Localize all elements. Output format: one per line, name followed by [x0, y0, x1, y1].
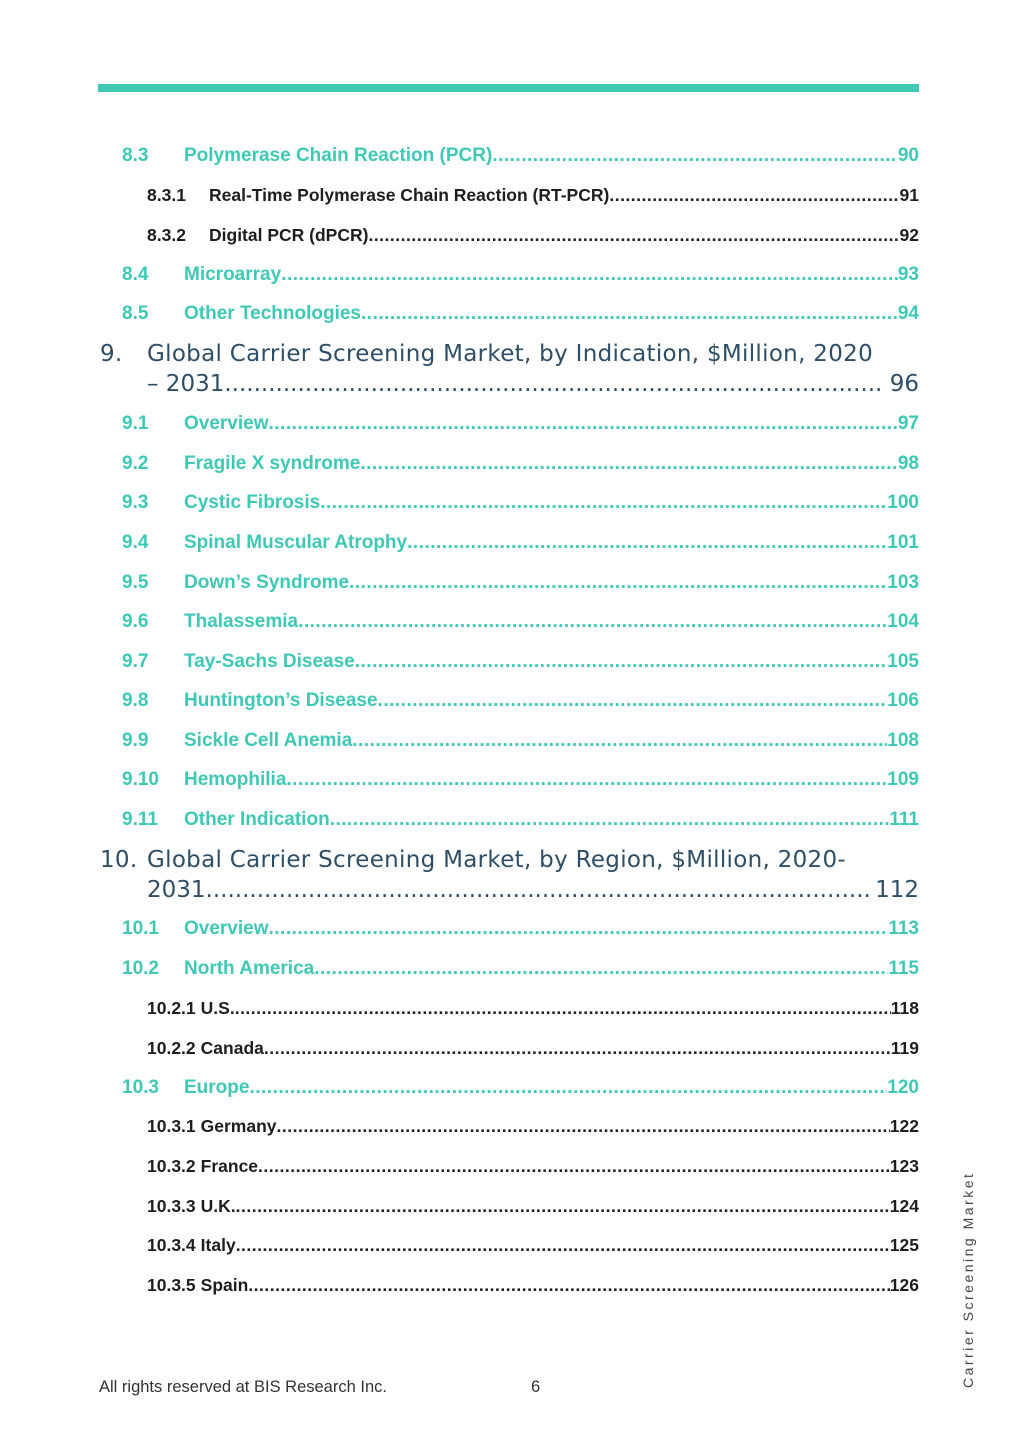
toc-entry[interactable]	[122, 651, 919, 677]
toc-entry-title: Real-Time Polymerase Chain Reaction (RT-PCR)	[209, 185, 610, 205]
dot-leader	[264, 1038, 891, 1059]
toc-entry-title: Global Carrier Screening Market, by Indication, $Million, 2020	[147, 341, 874, 367]
toc-entry-number: 9.9	[122, 730, 149, 751]
toc-entry[interactable]	[122, 809, 919, 835]
dot-leader	[224, 371, 883, 397]
toc-entry[interactable]	[122, 918, 919, 944]
toc-entry-page: 120	[887, 1077, 919, 1098]
toc-entry-page: 112	[875, 877, 919, 903]
toc-entry-number: 10.2	[122, 958, 159, 979]
dot-leader	[361, 303, 898, 325]
toc-entry[interactable]	[122, 1077, 919, 1103]
toc-entry-title: Microarray	[184, 264, 282, 285]
footer-page-number: 6	[531, 1378, 541, 1396]
toc-entry-title: Fragile X syndrome	[184, 453, 361, 474]
dot-leader	[330, 809, 890, 831]
dot-leader	[355, 651, 888, 673]
toc-entry-page: 101	[887, 532, 919, 553]
dot-leader	[298, 611, 887, 633]
toc-entry-number: 10.	[100, 847, 138, 873]
toc-entry-number: 9.3	[122, 492, 149, 513]
toc-entry[interactable]	[122, 145, 919, 171]
toc-entry-number: 9.8	[122, 690, 149, 711]
dot-leader	[258, 1156, 890, 1177]
toc-entry[interactable]	[147, 1116, 919, 1140]
toc-entry-number: 10.3.1	[147, 1116, 196, 1136]
toc-entry-number: 9.5	[122, 572, 149, 593]
toc-entry-number: 9.11	[122, 809, 158, 830]
toc-entry-title: Cystic Fibrosis	[184, 492, 321, 513]
toc-entry-page: 113	[888, 918, 919, 939]
dot-leader	[349, 572, 887, 594]
toc-entry[interactable]	[122, 264, 919, 290]
footer-copyright: All rights reserved at BIS Research Inc.	[99, 1378, 387, 1396]
toc-entry-page: 92	[899, 225, 919, 245]
toc-entry-page: 103	[887, 572, 919, 593]
toc-entry[interactable]	[122, 532, 919, 558]
toc-entry[interactable]	[122, 769, 919, 795]
toc-entry-title: Overview	[184, 918, 269, 939]
dot-leader	[269, 413, 898, 435]
dot-leader	[286, 769, 887, 791]
toc-entry-number: 10.3.2	[147, 1156, 196, 1176]
toc-entry-page: 91	[899, 185, 919, 205]
toc-entry-title: Down’s Syndrome	[184, 572, 350, 593]
toc-entry-title: France	[200, 1156, 259, 1176]
toc-entry-title: Europe	[184, 1077, 250, 1098]
toc-entry-number: 9.7	[122, 651, 149, 672]
toc-entry-title: Global Carrier Screening Market, by Region, $Million, 2020-	[147, 847, 847, 873]
toc-entry-number: 10.2.1	[147, 998, 196, 1018]
toc-entry-title: Italy	[200, 1235, 236, 1255]
toc-entry-page: 96	[889, 371, 919, 397]
toc-entry-page: 100	[887, 492, 919, 513]
dot-leader	[248, 1275, 889, 1296]
toc-entry[interactable]	[147, 1275, 919, 1299]
toc-entry-number: 9.4	[122, 532, 149, 553]
toc-entry[interactable]	[147, 1156, 919, 1180]
toc-entry-number: 10.3.3	[147, 1196, 196, 1216]
toc-entry-number: 8.3	[122, 145, 149, 166]
toc-entry-page: 90	[897, 145, 919, 166]
toc-entry-number: 8.4	[122, 264, 149, 285]
toc-entry-page: 93	[897, 264, 919, 285]
toc-entry[interactable]	[122, 730, 919, 756]
toc-entry-page: 104	[887, 611, 919, 632]
toc-entry-page: 108	[887, 730, 919, 751]
dot-leader	[236, 1235, 890, 1256]
side-running-title: Carrier Screening Market	[960, 1171, 976, 1388]
toc-entry-title: Thalassemia	[184, 611, 299, 632]
toc-entry-page: 123	[889, 1156, 919, 1176]
toc-entry-title: U.K.	[200, 1196, 236, 1216]
toc-entry-number: 10.2.2	[147, 1038, 196, 1058]
dot-leader	[360, 453, 898, 475]
toc-entry[interactable]	[122, 492, 919, 518]
toc-entry[interactable]	[122, 453, 919, 479]
toc-entry-title: North America	[184, 958, 315, 979]
toc-entry-title: Tay-Sachs Disease	[184, 651, 355, 672]
toc-entry[interactable]	[122, 303, 919, 329]
toc-chapter-continuation	[147, 877, 919, 903]
toc-entry[interactable]	[147, 1196, 919, 1220]
dot-leader	[269, 918, 889, 940]
toc-entry-page: 125	[889, 1235, 919, 1255]
toc-entry-title-continued: 2031	[147, 877, 206, 903]
toc-entry-page: 105	[887, 651, 919, 672]
dot-leader	[206, 877, 870, 903]
toc-entry-page: 97	[897, 413, 919, 434]
toc-entry-title: Huntington’s Disease	[184, 690, 378, 711]
toc-entry-number: 9.6	[122, 611, 149, 632]
dot-leader	[378, 690, 888, 712]
toc-entry-number: 10.3.5	[147, 1275, 196, 1295]
toc-entry-number: 9.10	[122, 769, 159, 790]
toc-entry-page: 94	[897, 303, 919, 324]
toc-entry-page: 118	[890, 998, 919, 1018]
toc-entry-title: Other Indication	[184, 809, 330, 830]
toc-entry-number: 10.3	[122, 1077, 159, 1098]
toc-entry-number: 9.2	[122, 453, 149, 474]
toc-entry[interactable]	[147, 225, 919, 249]
toc-entry-number: 8.3.1	[147, 185, 186, 205]
toc-entry[interactable]	[100, 341, 919, 367]
toc-entry-title: Digital PCR (dPCR)	[209, 225, 369, 245]
toc-entry[interactable]	[122, 611, 919, 637]
dot-leader	[249, 1077, 887, 1099]
toc-entry[interactable]	[122, 413, 919, 439]
dot-leader	[407, 532, 887, 554]
dot-leader	[281, 264, 898, 286]
toc-entry-title: U.S.	[200, 998, 235, 1018]
toc-entry-page: 109	[887, 769, 919, 790]
toc-entry[interactable]	[100, 847, 919, 873]
toc-entry-number: 10.1	[122, 918, 159, 939]
toc-entry-title: Spinal Muscular Atrophy	[184, 532, 408, 553]
toc-entry-title: Sickle Cell Anemia	[184, 730, 353, 751]
dot-leader	[314, 958, 888, 980]
dot-leader	[320, 492, 887, 514]
toc-entry-title: Canada	[200, 1038, 264, 1058]
toc-entry-number: 10.3.4	[147, 1235, 196, 1255]
toc-entry-title: Overview	[184, 413, 269, 434]
toc-entry[interactable]	[147, 998, 919, 1022]
toc-entry[interactable]	[147, 185, 919, 209]
dot-leader	[277, 1116, 890, 1137]
dot-leader	[235, 998, 891, 1019]
toc-entry-number: 9.1	[122, 413, 149, 434]
toc-entry-number: 8.3.2	[147, 225, 186, 245]
toc-entry-page: 115	[888, 958, 919, 979]
toc-entry-number: 8.5	[122, 303, 149, 324]
dot-leader	[352, 730, 887, 752]
dot-leader	[368, 225, 899, 246]
toc-entry-title: Other Technologies	[184, 303, 362, 324]
toc-entry-title: Germany	[200, 1116, 277, 1136]
toc-entry[interactable]	[122, 572, 919, 598]
toc-entry-page: 122	[889, 1116, 919, 1136]
toc-entry-title: Polymerase Chain Reaction (PCR)	[184, 145, 493, 166]
toc-entry-page: 126	[889, 1275, 919, 1295]
toc-chapter-continuation	[147, 371, 919, 397]
toc-entry-number: 9.	[100, 341, 123, 367]
dot-leader	[609, 185, 899, 206]
toc-entry-page: 98	[897, 453, 919, 474]
dot-leader	[492, 145, 898, 167]
toc-entry-title: Hemophilia	[184, 769, 287, 790]
dot-leader	[236, 1196, 890, 1217]
toc-entry[interactable]	[147, 1038, 919, 1062]
toc-entry-title: Spain	[200, 1275, 249, 1295]
toc-entry-page: 119	[890, 1038, 919, 1058]
toc-entry[interactable]	[122, 958, 919, 984]
toc-entry[interactable]	[122, 690, 919, 716]
toc-entry-page: 124	[889, 1196, 919, 1216]
toc-entry-page: 106	[887, 690, 919, 711]
toc-entry-title-continued: – 2031	[147, 371, 225, 397]
toc-entry[interactable]	[147, 1235, 919, 1259]
toc-entry-page: 111	[889, 809, 919, 830]
